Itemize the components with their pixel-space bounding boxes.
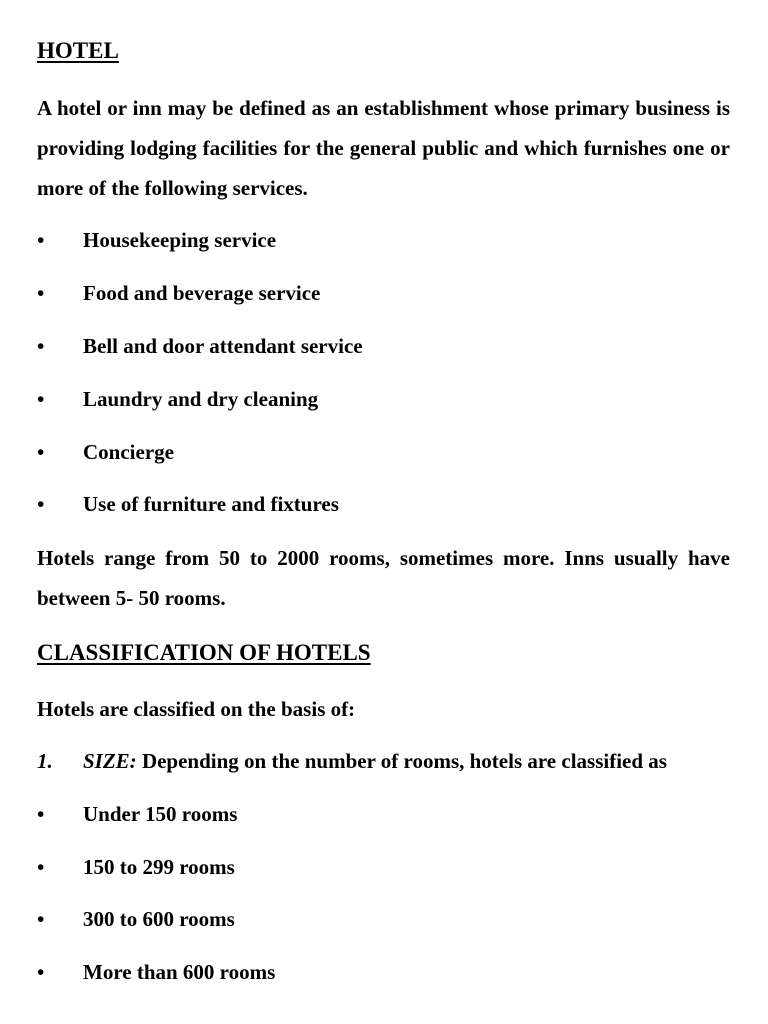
bullet-icon: • (37, 855, 45, 879)
heading-hotel: HOTEL (37, 38, 119, 63)
bullet-icon: • (37, 492, 45, 516)
numbered-item-text (83, 749, 667, 774)
bullet-icon: • (37, 228, 45, 252)
bullet-icon: • (37, 281, 45, 305)
range-paragraph: Hotels range from 50 to 2000 rooms, sometimes more. Inns usually have between 5- 50 rooms. (37, 546, 730, 610)
list-item-text: Laundry and dry cleaning (83, 387, 319, 411)
list-item-text: Bell and door attendant service (83, 334, 363, 358)
size-label: SIZE: (83, 749, 137, 773)
list-item-text: Under 150 rooms (83, 802, 238, 826)
list-item-text: 300 to 600 rooms (83, 907, 235, 931)
bullet-icon: • (37, 907, 45, 931)
item-number: 1. (37, 749, 53, 773)
list-item-text: Concierge (83, 440, 174, 464)
size-description: Depending on the number of rooms, hotels are classified as (136, 749, 667, 773)
heading-classification: CLASSIFICATION OF HOTELS (37, 640, 371, 665)
classification-intro: Hotels are classified on the basis of: (37, 697, 356, 721)
list-item-text: Housekeeping service (83, 228, 277, 252)
bullet-icon: • (37, 440, 45, 464)
bullet-icon: • (37, 802, 45, 826)
bullet-icon: • (37, 334, 45, 358)
list-item-text: Use of furniture and fixtures (83, 492, 339, 516)
list-item-text: More than 600 rooms (83, 960, 276, 984)
bullet-icon: • (37, 960, 45, 984)
intro-paragraph: A hotel or inn may be defined as an establishment whose primary business is providing lodging facilities for the general public and which furnishes one or more of the following services. (37, 96, 730, 200)
list-item-text: Food and beverage service (83, 281, 321, 305)
bullet-icon: • (37, 387, 45, 411)
list-item-text: 150 to 299 rooms (83, 855, 235, 879)
